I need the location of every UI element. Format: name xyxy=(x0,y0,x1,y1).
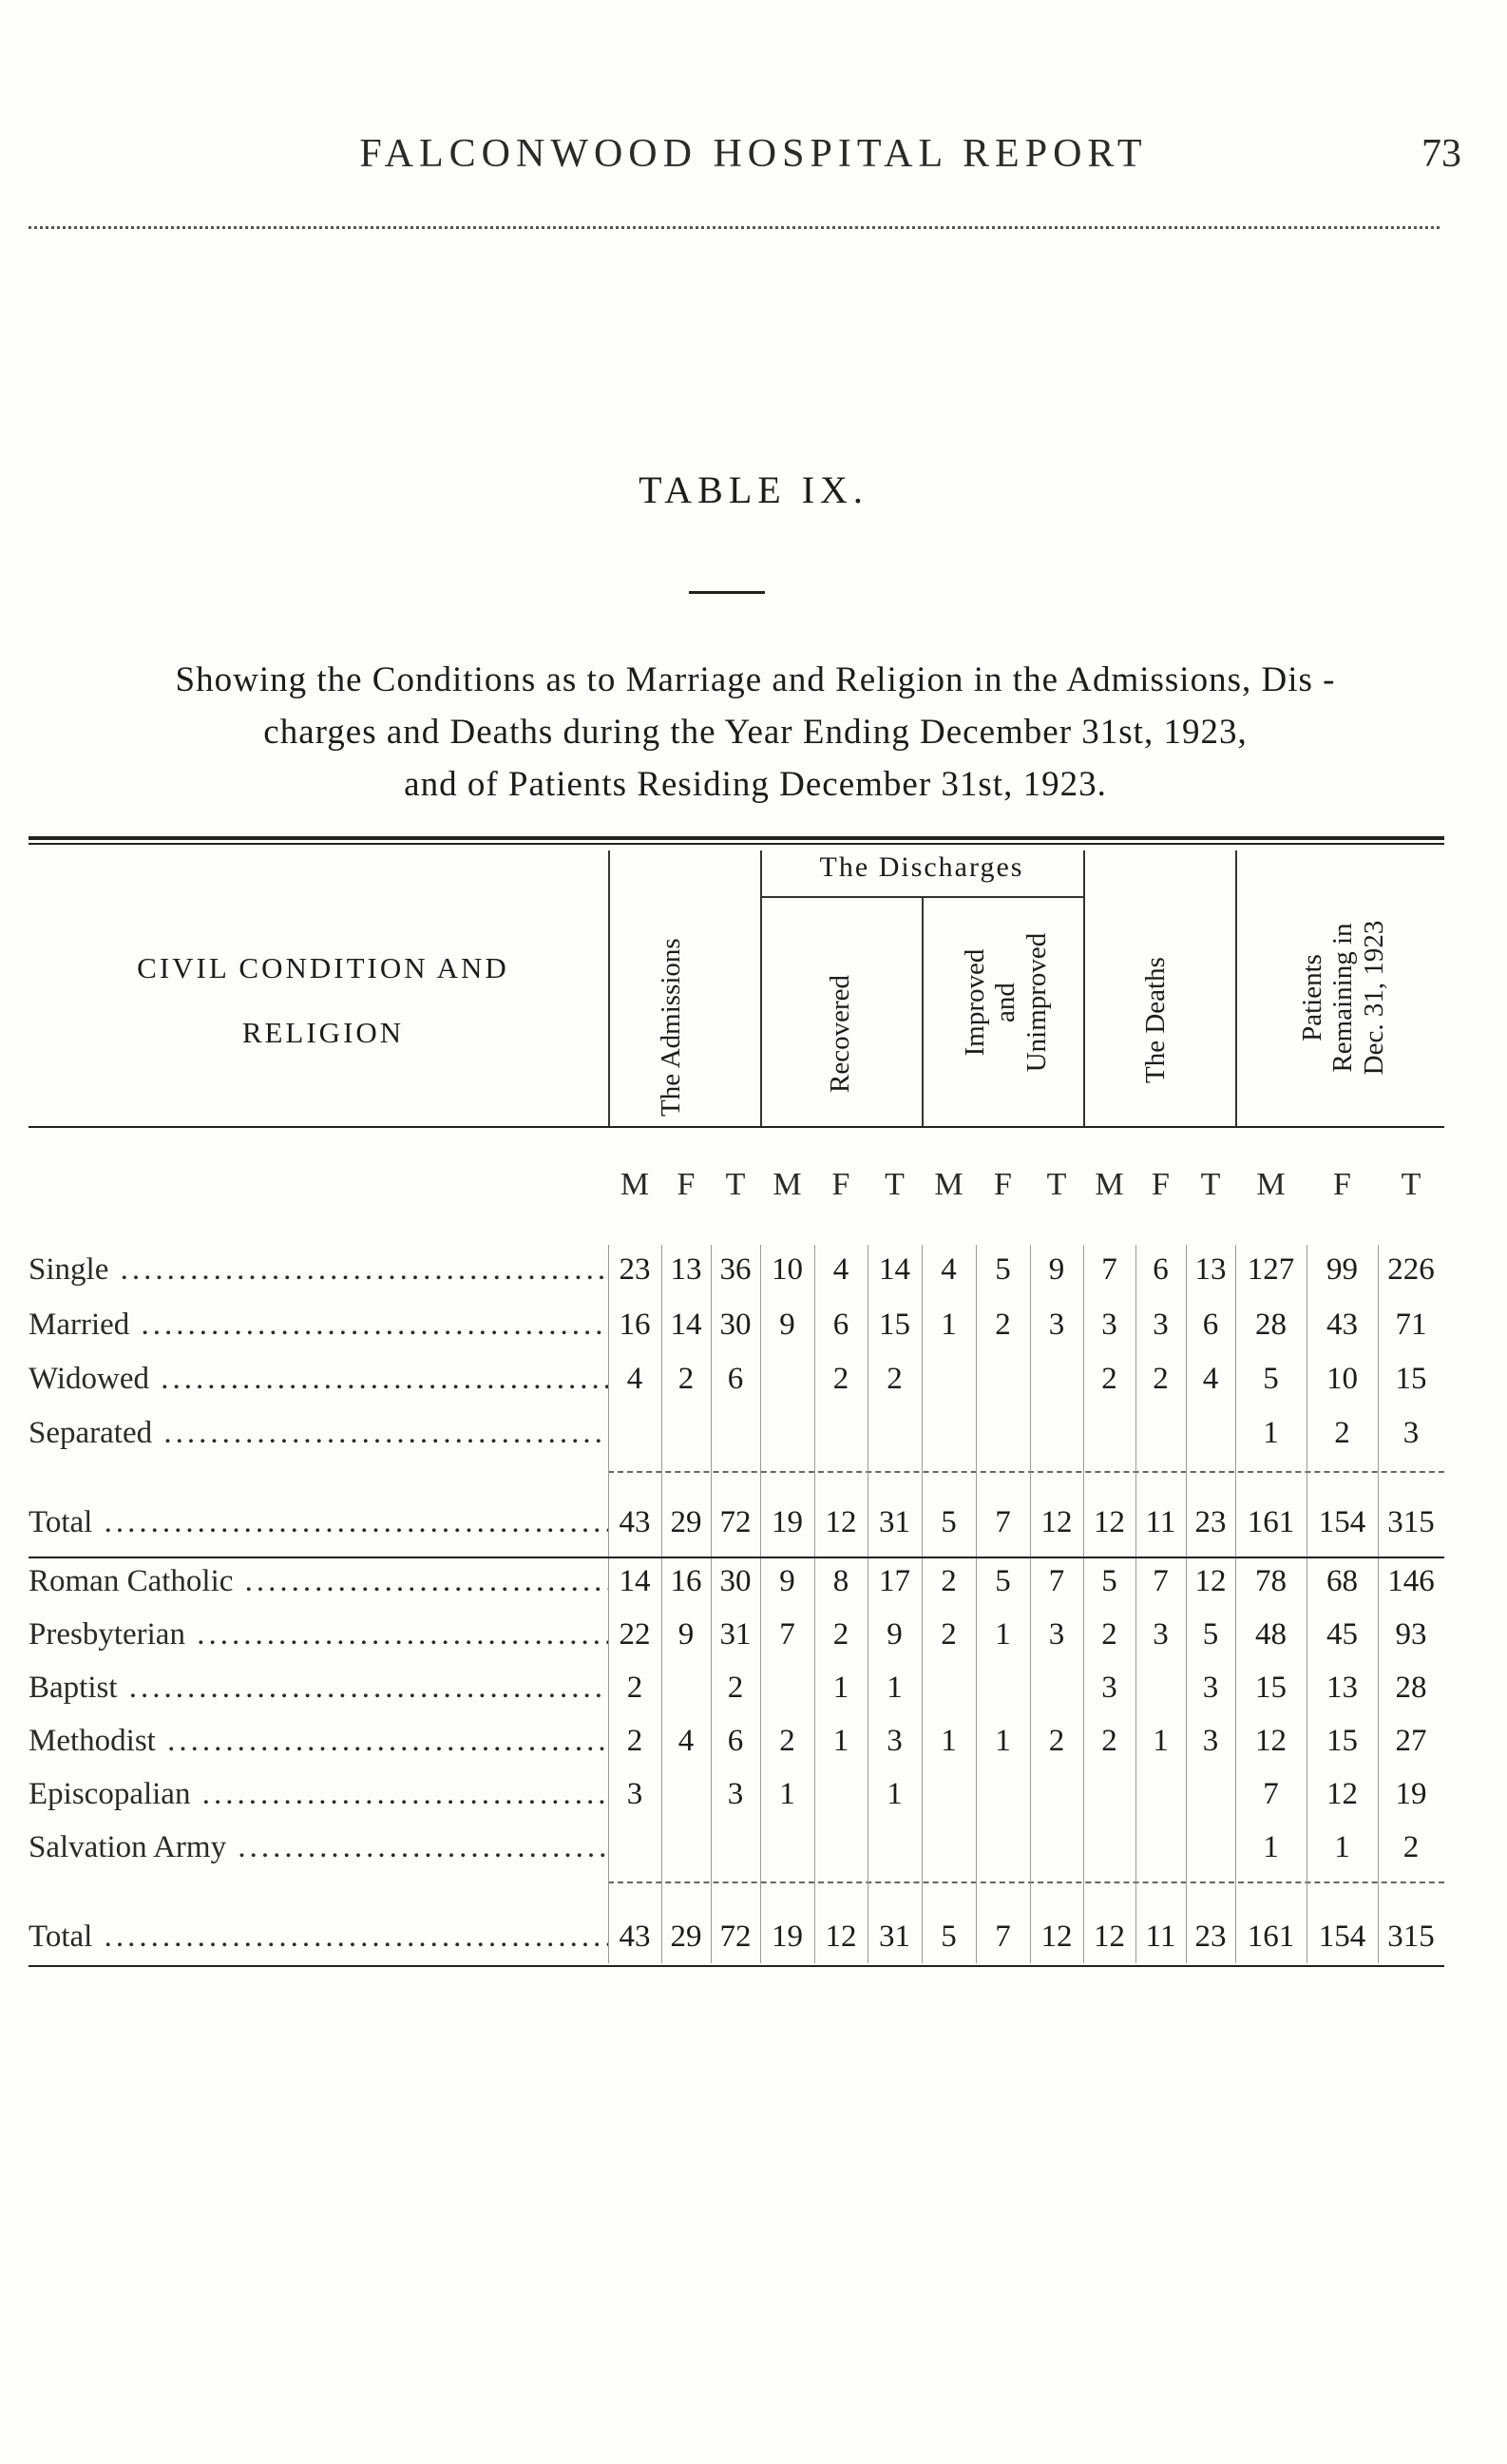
caption-line-3: and of Patients Residing December 31st, 1923. xyxy=(404,765,1107,804)
row-label: Roman Catholic ..... xyxy=(29,1564,608,1599)
table-cell: 10 xyxy=(1326,1362,1358,1396)
table-cell: 3 xyxy=(1101,1308,1117,1342)
table-cell: 93 xyxy=(1395,1617,1427,1652)
table-cell: 12 xyxy=(825,1920,857,1954)
table-cell: 5 xyxy=(941,1920,957,1954)
mft-subheading: M xyxy=(934,1167,963,1202)
table-cell: 5 xyxy=(1101,1564,1117,1598)
header-divider xyxy=(608,850,610,1126)
caption-line-2: charges and Deaths during the Year Ending December 31st, 1923, xyxy=(263,713,1248,752)
table-cell: 4 xyxy=(832,1252,849,1287)
table-cell: 36 xyxy=(719,1252,752,1287)
table-cell: 27 xyxy=(1395,1724,1427,1758)
table-cell: 3 xyxy=(1402,1416,1420,1450)
table-cell: 31 xyxy=(879,1505,910,1539)
discharges-heading: The Discharges xyxy=(819,851,1024,883)
table-cell: 72 xyxy=(719,1920,752,1954)
mft-subheading: T xyxy=(885,1167,905,1202)
table-cell: 226 xyxy=(1387,1252,1435,1287)
title-dash xyxy=(689,591,765,594)
table-cell: 48 xyxy=(1255,1617,1287,1652)
table-cell: 12 xyxy=(1040,1920,1073,1954)
table-cell: 3 xyxy=(1101,1671,1117,1705)
table-cell: 1 xyxy=(941,1724,957,1758)
table-cell: 154 xyxy=(1318,1505,1366,1539)
table-cell: 315 xyxy=(1387,1920,1435,1954)
table-cell: 2 xyxy=(941,1617,957,1652)
page-number: 73 xyxy=(1421,132,1461,176)
mft-subheading: M xyxy=(1256,1167,1286,1202)
table-cell: 315 xyxy=(1387,1505,1435,1539)
stub-heading-line-2: RELIGION xyxy=(241,1016,405,1049)
improved-heading xyxy=(960,898,1052,1107)
table-cell: 1 xyxy=(832,1671,849,1705)
mft-subheading: T xyxy=(725,1167,746,1202)
mft-subheading: M xyxy=(1095,1167,1124,1202)
table-cell: 2 xyxy=(1101,1362,1117,1396)
table-cell: 71 xyxy=(1395,1308,1427,1342)
table-cell: 29 xyxy=(670,1505,702,1539)
table-cell: 7 xyxy=(1263,1777,1279,1811)
header-rule xyxy=(29,226,1440,229)
table-cell: 6 xyxy=(727,1362,744,1396)
table-cell: 28 xyxy=(1395,1671,1427,1705)
table-cell: 2 xyxy=(1048,1724,1065,1758)
table-caption xyxy=(29,654,1482,811)
table-cell: 1 xyxy=(1263,1830,1279,1864)
table-cell: 161 xyxy=(1247,1920,1295,1954)
table-cell: 6 xyxy=(1202,1308,1219,1342)
table-cell: 16 xyxy=(670,1564,702,1598)
column-rule xyxy=(1135,1245,1136,1963)
table-cell: 4 xyxy=(626,1362,643,1396)
row-label: Total ..... xyxy=(29,1505,608,1540)
table-cell: 9 xyxy=(779,1564,795,1598)
table-cell: 5 xyxy=(1202,1617,1219,1652)
table-cell: 78 xyxy=(1255,1564,1287,1598)
table-cell: 1 xyxy=(779,1777,795,1811)
table-cell: 16 xyxy=(619,1308,651,1342)
table-cell: 30 xyxy=(719,1564,752,1598)
table-top-rule xyxy=(29,836,1444,840)
table-cell: 8 xyxy=(832,1564,849,1598)
table-cell: 9 xyxy=(677,1617,695,1652)
mft-subheading: T xyxy=(1046,1167,1067,1202)
table-cell: 10 xyxy=(772,1252,803,1287)
table-cell: 2 xyxy=(1101,1724,1117,1758)
table-cell: 28 xyxy=(1255,1308,1287,1342)
table-cell: 2 xyxy=(779,1724,795,1758)
table-cell: 12 xyxy=(1255,1724,1287,1758)
table-cell: 2 xyxy=(626,1724,643,1758)
row-label: Episcopalian ..... xyxy=(29,1777,608,1812)
header-divider xyxy=(1083,850,1085,1126)
mft-subheading: F xyxy=(1152,1167,1170,1202)
table-cell: 1 xyxy=(832,1724,849,1758)
improved-line-3: Unimproved xyxy=(1021,932,1052,1073)
table-cell: 1 xyxy=(1153,1724,1169,1758)
table-cell: 11 xyxy=(1145,1920,1176,1954)
mft-subheading: F xyxy=(1333,1167,1351,1202)
column-rule xyxy=(814,1245,815,1963)
header-divider xyxy=(760,850,762,1126)
table-cell: 2 xyxy=(1153,1362,1169,1396)
table-cell: 2 xyxy=(1334,1416,1350,1450)
improved-line-1: Improved xyxy=(960,948,990,1057)
table-cell: 9 xyxy=(887,1617,903,1652)
table-cell: 7 xyxy=(995,1505,1011,1539)
row-label: Widowed ..... xyxy=(29,1362,608,1397)
mft-subheading: M xyxy=(773,1167,802,1202)
row-label: Married ..... xyxy=(29,1308,608,1343)
row-label: Methodist ..... xyxy=(29,1724,608,1759)
column-rule xyxy=(1083,1245,1084,1963)
table-cell: 4 xyxy=(941,1252,957,1287)
table-cell: 7 xyxy=(1048,1564,1065,1598)
table-cell: 15 xyxy=(1326,1724,1358,1758)
column-rule xyxy=(1235,1245,1236,1963)
table-cell: 43 xyxy=(619,1920,651,1954)
column-rule xyxy=(608,1245,609,1963)
table-cell: 7 xyxy=(1101,1252,1117,1287)
header-divider xyxy=(922,898,924,1126)
table-cell: 23 xyxy=(619,1252,651,1287)
mft-subheading: M xyxy=(620,1167,650,1202)
column-rule xyxy=(1378,1245,1379,1963)
improved-line-2: and xyxy=(990,983,1021,1022)
deaths-heading: The Deaths xyxy=(1140,957,1171,1083)
table-cell: 7 xyxy=(1153,1564,1169,1598)
mft-subheading: F xyxy=(994,1167,1012,1202)
remaining-line-2: Remaining in xyxy=(1327,923,1359,1073)
table-cell: 15 xyxy=(1395,1362,1427,1396)
table-cell: 30 xyxy=(719,1308,752,1342)
remaining-line-3: Dec. 31, 1923 xyxy=(1358,920,1389,1076)
table-cell: 13 xyxy=(1326,1671,1358,1705)
section-divider-rule xyxy=(29,1557,1444,1558)
table-cell: 9 xyxy=(779,1308,795,1342)
table-cell: 29 xyxy=(670,1920,702,1954)
table-cell: 4 xyxy=(677,1724,695,1758)
table-bottom-rule xyxy=(29,1965,1444,1967)
table-cell: 31 xyxy=(719,1617,752,1652)
table-cell: 99 xyxy=(1326,1252,1358,1287)
table-cell: 5 xyxy=(1263,1362,1279,1396)
table-cell: 13 xyxy=(1194,1252,1227,1287)
caption-line-1: Showing the Conditions as to Marriage and Religion in the Admissions, Dis - xyxy=(175,660,1336,699)
table-cell: 6 xyxy=(727,1724,744,1758)
table-cell: 5 xyxy=(995,1252,1011,1287)
table-cell: 11 xyxy=(1145,1505,1176,1539)
table-cell: 5 xyxy=(995,1564,1011,1598)
table-cell: 23 xyxy=(1194,1505,1227,1539)
table-cell: 3 xyxy=(1153,1617,1169,1652)
recovered-heading: Recovered xyxy=(825,975,855,1093)
row-label: Baptist ..... xyxy=(29,1671,608,1706)
table-cell: 3 xyxy=(1153,1308,1169,1342)
table-cell: 3 xyxy=(727,1777,744,1811)
remaining-heading xyxy=(1297,884,1389,1112)
table-cell: 3 xyxy=(1048,1617,1065,1652)
table-cell: 4 xyxy=(1202,1362,1219,1396)
table-cell: 7 xyxy=(779,1617,795,1652)
table-cell: 31 xyxy=(879,1920,910,1954)
table-title: TABLE IX. xyxy=(639,468,868,511)
table-cell: 6 xyxy=(1153,1252,1169,1287)
table-cell: 1 xyxy=(1334,1830,1350,1864)
row-label: Salvation Army ..... xyxy=(29,1830,608,1865)
table-cell: 12 xyxy=(825,1505,857,1539)
table-cell: 161 xyxy=(1247,1505,1295,1539)
table-cell: 2 xyxy=(677,1362,695,1396)
table-cell: 19 xyxy=(1395,1777,1427,1811)
stub-heading-line-1: CIVIL CONDITION AND xyxy=(137,951,509,984)
column-rule xyxy=(922,1245,923,1963)
table-cell: 2 xyxy=(626,1671,643,1705)
table-cell: 2 xyxy=(995,1308,1011,1342)
column-rule xyxy=(661,1245,662,1963)
table-cell: 1 xyxy=(1263,1416,1279,1450)
column-rule xyxy=(711,1245,712,1963)
table-cell: 6 xyxy=(832,1308,849,1342)
column-rule xyxy=(760,1245,761,1963)
mft-subheading: F xyxy=(677,1167,696,1202)
table-cell: 3 xyxy=(1202,1671,1219,1705)
table-cell: 146 xyxy=(1387,1564,1435,1598)
table-cell: 1 xyxy=(887,1777,903,1811)
mft-subheading: F xyxy=(831,1167,850,1202)
subtotal-dash-rule xyxy=(608,1471,1444,1473)
row-label: Presbyterian ..... xyxy=(29,1617,608,1652)
table-cell: 15 xyxy=(879,1308,910,1342)
table-cell: 43 xyxy=(619,1505,651,1539)
table-cell: 3 xyxy=(626,1777,643,1811)
table-cell: 22 xyxy=(619,1617,651,1652)
row-label: Total ..... xyxy=(29,1920,608,1955)
running-header: FALCONWOOD HOSPITAL REPORT xyxy=(359,132,1148,176)
table-cell: 12 xyxy=(1194,1564,1227,1598)
mft-subheading: T xyxy=(1200,1167,1221,1202)
table-cell: 3 xyxy=(1048,1308,1065,1342)
table-cell: 43 xyxy=(1326,1308,1358,1342)
table-cell: 14 xyxy=(670,1308,702,1342)
admissions-heading: The Admissions xyxy=(656,938,686,1117)
table-cell: 9 xyxy=(1048,1252,1065,1287)
table-cell: 1 xyxy=(995,1724,1011,1758)
table-cell: 2 xyxy=(727,1671,744,1705)
row-label: Separated ..... xyxy=(29,1416,608,1451)
table-cell: 19 xyxy=(772,1505,803,1539)
table-top-rule-inner xyxy=(29,843,1444,845)
table-cell: 14 xyxy=(879,1252,910,1287)
table-cell: 12 xyxy=(1326,1777,1358,1811)
remaining-line-1: Patients xyxy=(1297,954,1327,1041)
table-cell: 1 xyxy=(995,1617,1011,1652)
table-cell: 7 xyxy=(995,1920,1011,1954)
table-cell: 15 xyxy=(1255,1671,1287,1705)
table-cell: 5 xyxy=(941,1505,957,1539)
table-cell: 154 xyxy=(1318,1920,1366,1954)
column-rule xyxy=(976,1245,977,1963)
table-cell: 1 xyxy=(887,1671,903,1705)
table-cell: 2 xyxy=(1402,1830,1420,1864)
table-cell: 14 xyxy=(619,1564,651,1598)
table-cell: 45 xyxy=(1326,1617,1358,1652)
table-cell: 3 xyxy=(1202,1724,1219,1758)
table-cell: 2 xyxy=(832,1617,849,1652)
column-rule xyxy=(1030,1245,1031,1963)
table-cell: 3 xyxy=(887,1724,903,1758)
table-cell: 12 xyxy=(1094,1505,1125,1539)
table-cell: 2 xyxy=(1101,1617,1117,1652)
table-cell: 23 xyxy=(1194,1920,1227,1954)
table-cell: 68 xyxy=(1326,1564,1358,1598)
stub-heading xyxy=(57,936,589,1065)
mft-subheading: T xyxy=(1401,1167,1421,1202)
table-cell: 19 xyxy=(772,1920,803,1954)
subtotal-dash-rule xyxy=(608,1881,1444,1883)
table-cell: 12 xyxy=(1040,1505,1073,1539)
table-cell: 2 xyxy=(887,1362,903,1396)
header-bottom-rule xyxy=(29,1126,1444,1128)
table-cell: 2 xyxy=(832,1362,849,1396)
table-cell: 127 xyxy=(1247,1252,1295,1287)
table-cell: 72 xyxy=(719,1505,752,1539)
row-label: Single ..... xyxy=(29,1252,608,1288)
table-cell: 13 xyxy=(670,1252,702,1287)
column-rule xyxy=(1186,1245,1187,1963)
header-divider xyxy=(1235,850,1237,1126)
table-cell: 1 xyxy=(941,1308,957,1342)
table-cell: 12 xyxy=(1094,1920,1125,1954)
table-cell: 17 xyxy=(879,1564,910,1598)
table-cell: 2 xyxy=(941,1564,957,1598)
